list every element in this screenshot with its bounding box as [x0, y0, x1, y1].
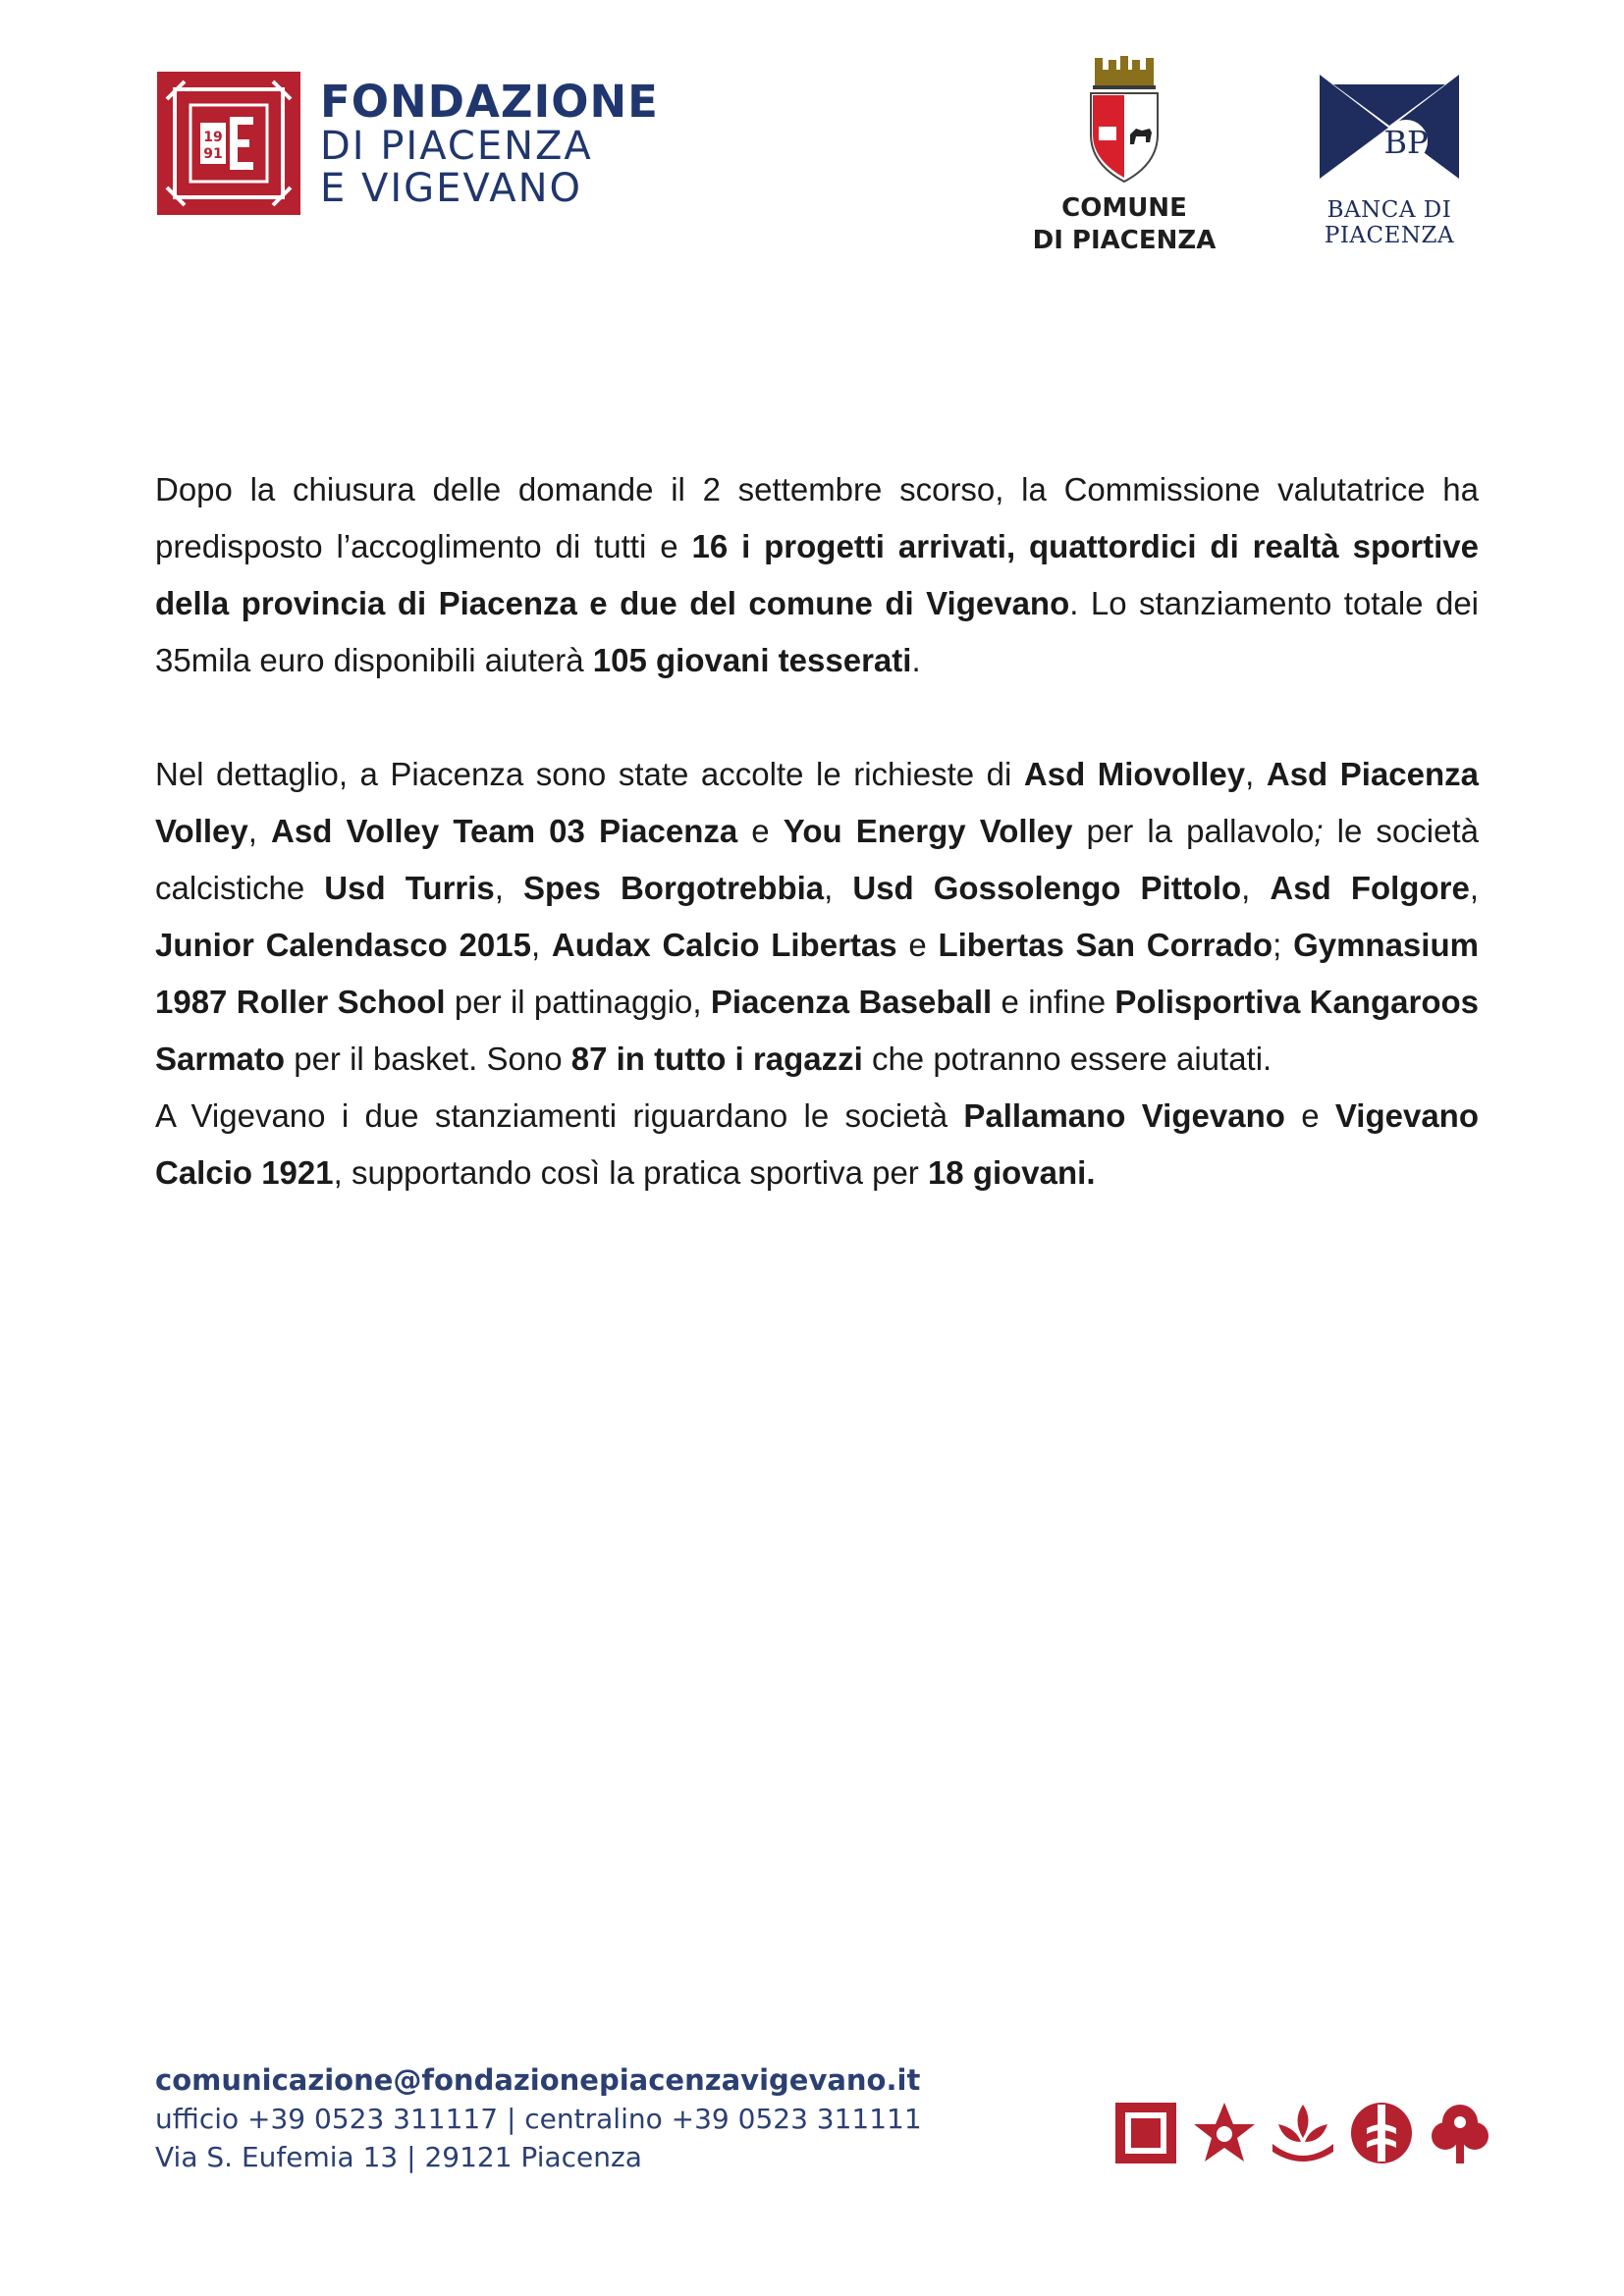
footer-phones: ufficio +39 0523 311117 | centralino +39 0523 311111 — [155, 2103, 922, 2135]
article-body — [155, 461, 1479, 1201]
comune-logo — [1031, 54, 1218, 256]
club-name: Spes Borgotrebbia — [523, 870, 825, 906]
text-run: per la pallavolo — [1072, 813, 1315, 849]
text-run: per il pattinaggio, — [445, 984, 711, 1020]
club-name: Asd Piacenza Volley — [155, 756, 1480, 849]
text-run: , — [824, 870, 853, 906]
club-name: Vigevano Calcio 1921 — [155, 1097, 1479, 1191]
club-name: Polisportiva Kangaroos Sarmato — [155, 984, 1479, 1077]
footer-email-link[interactable]: comunicazione@fondazionepiacenzavigevano.it — [155, 2063, 921, 2097]
footer-address: Via S. Eufemia 13 | 29121 Piacenza — [155, 2141, 642, 2173]
club-name: Libertas San Corrado — [938, 927, 1273, 963]
banca-logo — [1262, 71, 1517, 248]
club-name: Usd Gossolengo Pittolo — [852, 870, 1242, 906]
paragraph-intro — [155, 461, 1479, 689]
text-run: , — [247, 813, 272, 849]
fondazione-emblem-icon — [157, 72, 300, 215]
text-run: . Lo stanziamento totale dei 35mila euro disponibili aiuterà — [155, 585, 1480, 678]
banca-monogram: BP — [1383, 124, 1429, 161]
bold-run: 16 i progetti arrivati, quattordici di realtà sportive della provincia di Piacenza e due del comune di Vigevano — [155, 528, 1479, 621]
club-name: You Energy Volley — [783, 813, 1073, 849]
text-run: , — [1469, 870, 1479, 906]
text-run: e — [737, 813, 784, 849]
text-run: le società calcistiche — [155, 813, 1479, 906]
text-run: e infine — [992, 984, 1115, 1020]
club-name: Gymnasium 1987 Roller School — [155, 927, 1479, 1020]
text-run: , — [530, 927, 552, 963]
club-name: Piacenza Baseball — [710, 984, 993, 1020]
fondazione-name-line2: DI PIACENZA — [320, 123, 593, 169]
text-run: per il basket. Sono — [285, 1041, 571, 1077]
club-name: Pallamano Vigevano — [963, 1097, 1285, 1134]
text-run: e — [896, 927, 939, 963]
text-run: Nel dettaglio, a Piacenza sono state accolte le richieste di — [155, 756, 1024, 792]
fondazione-logo — [157, 71, 659, 216]
fondazione-name-line1: FONDAZIONE — [320, 75, 659, 128]
text-run: e — [1284, 1097, 1335, 1134]
fondazione-name-line3: E VIGEVANO — [320, 165, 582, 211]
club-name: Junior Calendasco 2015 — [155, 927, 531, 963]
club-name: Asd Volley Team 03 Piacenza — [271, 813, 738, 849]
text-run: ; — [1272, 927, 1294, 963]
text-run: Dopo la chiusura delle domande il 2 settembre scorso, la Commissione valutatrice ha predisposto l’accoglimento di tutti e — [155, 471, 1479, 564]
square-frame-icon — [1111, 2099, 1180, 2167]
comune-line1: COMUNE — [1061, 193, 1187, 223]
text-run: A Vigevano i due stanziamenti riguardano le società — [155, 1097, 964, 1134]
text-run: che potranno essere aiutati. — [862, 1041, 1272, 1077]
bold-run: 87 in tutto i ragazzi — [570, 1041, 863, 1077]
circle-cross-icon — [1347, 2099, 1416, 2167]
text-run: , — [494, 870, 524, 906]
tree-icon — [1426, 2099, 1494, 2167]
footer-contacts — [155, 2061, 922, 2176]
star-icon — [1190, 2099, 1259, 2167]
comune-crest-icon — [1085, 54, 1164, 184]
text-run: . — [911, 642, 921, 678]
banca-name: BANCA DI PIACENZA — [1324, 197, 1455, 248]
bold-run: 105 giovani tesserati — [592, 642, 912, 678]
fondazione-wordmark — [320, 75, 659, 211]
text-run: ; — [1314, 813, 1324, 849]
paragraph-piacenza — [155, 746, 1479, 1088]
comune-line2: DI PIACENZA — [1032, 225, 1217, 255]
text-run: , — [1245, 756, 1267, 792]
paragraph-vigevano — [155, 1088, 1479, 1201]
club-name: Audax Calcio Libertas — [551, 927, 897, 963]
club-name: Asd Miovolley — [1023, 756, 1246, 792]
banca-bowtie-icon — [1316, 71, 1463, 185]
text-run: , — [1241, 870, 1271, 906]
footer-icon-row — [1111, 2099, 1494, 2167]
bold-run: 18 giovani. — [927, 1154, 1096, 1191]
lotus-icon — [1269, 2099, 1337, 2167]
fondazione-years-bottom: 91 — [203, 146, 223, 162]
text-run: , supportando così la pratica sportiva per — [333, 1154, 928, 1191]
club-name: Asd Folgore — [1270, 870, 1470, 906]
club-name: Usd Turris — [324, 870, 495, 906]
fondazione-years-top: 19 — [203, 130, 223, 145]
comune-name — [1031, 192, 1218, 256]
